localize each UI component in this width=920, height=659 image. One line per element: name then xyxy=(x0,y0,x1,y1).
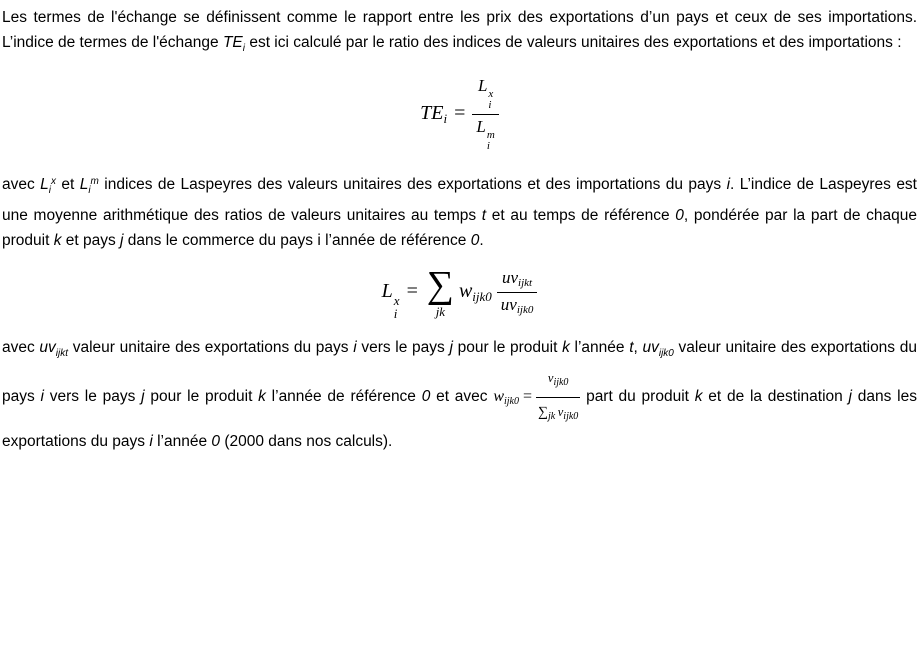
formula-terms-of-trade xyxy=(2,77,917,152)
subscript-i: i xyxy=(488,99,492,111)
superscript-x: x xyxy=(393,293,400,309)
fraction xyxy=(472,77,498,152)
text-run: indices de Laspeyres des valeurs unitaires des exportations et des importations du pays xyxy=(98,176,727,193)
text-run: et xyxy=(55,176,80,193)
inline-formula-weight xyxy=(493,371,580,423)
denominator xyxy=(497,293,538,316)
text-run: x xyxy=(50,176,56,187)
text-run: j xyxy=(141,388,145,406)
laspeyres-export-symbol: L xyxy=(477,76,488,95)
denominator xyxy=(472,115,498,152)
subscript-i: i xyxy=(393,306,398,322)
subscript-i: i xyxy=(486,140,490,152)
value-subscript: ijk0 xyxy=(553,377,569,389)
paragraph-laspeyres-definition xyxy=(2,169,917,253)
text-run: 0 xyxy=(675,207,684,224)
sup-sub-stack xyxy=(488,89,493,111)
weight-subscript: ijk0 xyxy=(472,289,492,305)
text-run: ijk0 xyxy=(658,348,674,360)
laspeyres-symbol: L xyxy=(381,280,393,303)
numerator xyxy=(472,77,498,115)
paragraph-unit-values-definition xyxy=(2,335,917,454)
text-run: dans les exportations du pays xyxy=(2,388,917,451)
superscript-m: m xyxy=(486,129,495,141)
text-run: k xyxy=(562,339,570,357)
equals-sign: = xyxy=(454,102,466,125)
weight-symbol: w xyxy=(458,280,473,303)
value-symbol: v xyxy=(547,371,554,386)
text-run: j xyxy=(120,232,124,249)
text-run: uv xyxy=(39,339,56,357)
text-run: et avec xyxy=(430,388,494,406)
laspeyres-import-symbol: L xyxy=(476,117,486,136)
text-run: i xyxy=(353,339,357,357)
sup-sub-stack xyxy=(394,294,400,320)
text-run: l’année de référence xyxy=(265,388,422,406)
sigma-icon: ∑ xyxy=(538,405,548,421)
text-run: uv xyxy=(642,339,659,357)
fraction xyxy=(536,366,580,429)
text-run: i xyxy=(242,43,246,54)
text-run: j xyxy=(848,388,852,406)
text-run: i xyxy=(726,176,731,193)
text-run: vers le pays xyxy=(356,339,450,357)
te-symbol: TE xyxy=(420,102,444,125)
denominator xyxy=(536,398,580,429)
text-run: l’année xyxy=(569,339,630,357)
text-run: pour le produit xyxy=(144,388,259,406)
unit-value-symbol: uv xyxy=(502,268,519,288)
text-run: pour le produit xyxy=(452,339,563,357)
summation-limits: jk xyxy=(435,304,446,320)
text-run: avec xyxy=(2,176,41,193)
summation xyxy=(426,264,454,320)
formula-laspeyres-index xyxy=(2,264,917,322)
unit-value-subscript: ijkt xyxy=(518,277,533,290)
text-run: i xyxy=(40,388,44,406)
text-run: valeur unitaire des exportations du pays xyxy=(68,339,354,357)
text-run: L xyxy=(40,176,49,193)
superscript-x: x xyxy=(488,88,494,100)
equation-laspeyres xyxy=(381,264,538,322)
value-subscript: ijk0 xyxy=(563,411,579,423)
text-run: et de la destination xyxy=(702,388,849,406)
text-run: k xyxy=(258,388,266,406)
text-run: est ici calculé par le ratio des indices de valeurs unitaires des exportations et des importations : xyxy=(245,34,902,51)
unit-value-subscript: ijk0 xyxy=(516,304,534,317)
paragraph-terms-of-trade-intro xyxy=(2,5,917,61)
sup-sub-stack xyxy=(487,130,495,152)
text-run: k xyxy=(694,388,703,406)
text-run: vers le pays xyxy=(43,388,142,406)
weight-symbol: w xyxy=(493,388,504,406)
text-run: m xyxy=(90,176,99,187)
text-run: Les termes de l'échange se définissent comme le rapport entre les prix des exportations d’un pays et ceux de ses importations. L’indice de termes de l'échange xyxy=(2,9,917,51)
text-run: i xyxy=(48,185,51,196)
text-run: t xyxy=(629,339,634,357)
te-subscript: i xyxy=(443,111,448,127)
text-run: valeur unitaire des exportations du pays xyxy=(2,339,917,406)
text-run: dans le commerce du pays i l’année de référence xyxy=(123,232,471,249)
sigma-icon: ∑ xyxy=(426,264,454,306)
fraction xyxy=(497,269,538,316)
text-run: i xyxy=(88,185,91,196)
text-run: 0 xyxy=(470,232,480,249)
text-run: (2000 dans nos calculs). xyxy=(220,433,393,451)
equals-sign: = xyxy=(522,388,533,406)
weight-subscript: ijk0 xyxy=(503,396,519,408)
equals-sign: = xyxy=(406,280,418,303)
text-run: TE xyxy=(222,34,243,51)
text-run: L xyxy=(79,176,89,193)
unit-value-symbol: uv xyxy=(500,295,517,315)
text-run: t xyxy=(481,207,487,224)
value-symbol: v xyxy=(557,405,564,420)
text-run: , xyxy=(633,339,643,357)
equation-te xyxy=(420,76,499,152)
text-run: part du produit xyxy=(580,388,695,406)
text-run: i xyxy=(149,433,153,451)
text-run: , pondérée par la part de chaque produit xyxy=(2,207,917,249)
text-run: et pays xyxy=(61,232,121,249)
text-run: avec xyxy=(2,339,40,357)
text-run: 0 xyxy=(211,433,221,451)
summation-limits: jk xyxy=(548,411,556,423)
text-run: ijkt xyxy=(55,348,69,360)
text-run: j xyxy=(449,339,453,357)
numerator xyxy=(497,269,538,293)
numerator xyxy=(536,366,580,398)
text-run: l’année xyxy=(152,433,212,451)
text-run: 0 xyxy=(421,388,431,406)
text-run: . xyxy=(479,232,484,249)
text-run: k xyxy=(53,232,62,249)
text-run: et au temps de référence xyxy=(486,207,676,224)
text-run: . L’indice de Laspeyres est une moyenne arithmétique des ratios de valeurs unitaires au temps xyxy=(2,176,917,224)
